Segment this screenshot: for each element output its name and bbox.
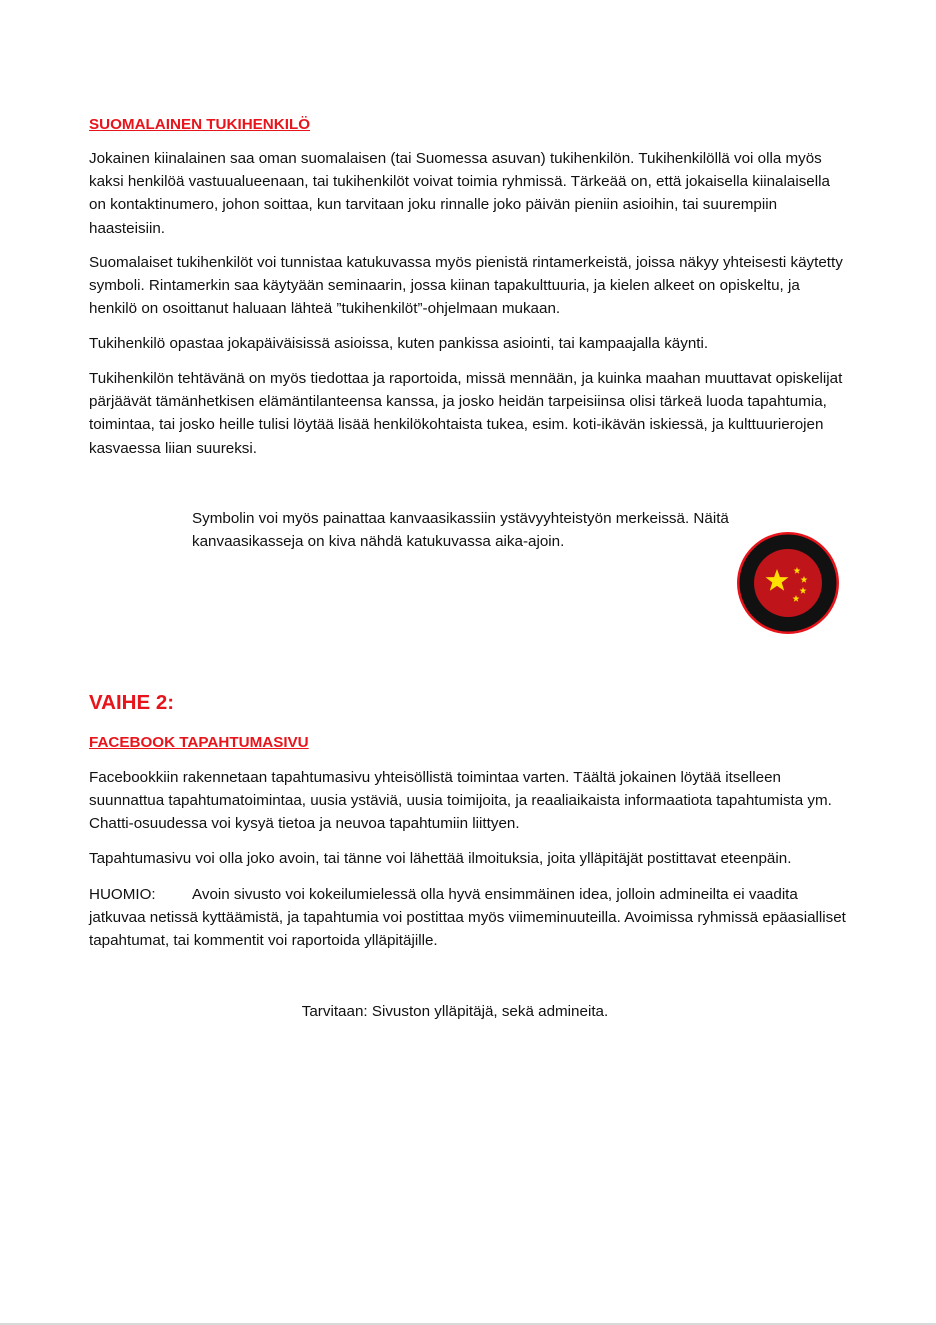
- paragraph-note: [89, 883, 851, 953]
- paragraph-symbol-note: Symbolin voi myös painattaa kanvaasikassiin ystävyyhteistyön merkeissä. Näitä kanvaasikasseja on kiva nähdä katukuvassa aika-ajoin.: [192, 510, 729, 551]
- note-text: Avoin sivusto voi kokeilumielessä olla hyvä ensimmäinen idea, jolloin admineilta ei vaadita jatkuvaa netissä kyttäämistä, ja tapahtumia voi postittaa myös viimeminuuteilla. Avoimissa ryhmissä epäasialliset tapahtumat, tai kommentit voi raportoida ylläpitäjille.: [89, 886, 846, 950]
- section-heading-facebook: FACEBOOK TAPAHTUMASIVU: [89, 734, 309, 751]
- note-label: HUOMIO:: [89, 886, 156, 903]
- paragraph-support-guidance: Tukihenkilö opastaa jokapäiväisissä asioissa, kuten pankissa asiointi, tai kampaajalla käynti.: [89, 335, 709, 352]
- section-heading-support-person: SUOMALAINEN TUKIHENKILÖ: [89, 116, 311, 133]
- paragraph-facebook-intro: Facebookkiin rakennetaan tapahtumasivu yhteisöllistä toimintaa varten. Täältä jokainen löytää itselleen suunnattua tapahtumatoimintaa, uusia ystäviä, uusia toimijoita, ja reaaliaikaista informaatiota tapahtumista ym. Chatti-osuudessa voi kysyä tietoa ja neuvoa tapahtumiin liittyen.: [89, 769, 832, 833]
- paragraph-support-reporting: Tukihenkilön tehtävänä on myös tiedottaa ja raportoida, missä mennään, ja kuinka maahan muuttavat opiskelijat pärjäävät tämänhetkisen elämäntilanteensa kanssa, ja josko heidän tarpeisiinsa olisi tärkeä luoda tapahtumia, toimintaa, tai josko heille tulisi löytää lisää henkilökohtaista tukea, esim. koti-ikävän iskiessä, ja kulttuurierojen kasvaessa liian suureksi.: [89, 370, 843, 457]
- phase-heading: VAIHE 2:: [89, 691, 175, 714]
- china-flag-badge-icon: [736, 531, 840, 635]
- paragraph-facebook-open: Tapahtumasivu voi olla joko avoin, tai tänne voi lähettää ilmoituksia, joita ylläpitäjät postittavat eteenpäin.: [89, 850, 792, 867]
- paragraph-support-badge: Suomalaiset tukihenkilöt voi tunnistaa katukuvassa myös pienistä rintamerkeistä, joissa näkyy yhteisesti käytetty symboli. Rintamerkin saa käytyään seminaarin, jossa kiinan tapakulttuuria, ja kielen alkeet on opiskeltu, ja henkilö on osoittanut haluaan lähteä ”tukihenkilöt”-ohjelmaan mukaan.: [89, 254, 843, 318]
- paragraph-needed: Tarvitaan: Sivuston ylläpitäjä, sekä admineita.: [301, 1003, 609, 1020]
- paragraph-support-intro: Jokainen kiinalainen saa oman suomalaisen (tai Suomessa asuvan) tukihenkilön. Tukihenkilöllä voi olla myös kaksi henkilöä vastuualueenaan, tai tukihenkilöt voivat toimia ryhmissä. Tärkeää on, että jokaisella kiinalaisella on kontaktinumero, johon soittaa, kun tarvitaan joku rinnalle joko päivän pieniin asioihin, tai suurempiin haasteisiin.: [89, 150, 830, 237]
